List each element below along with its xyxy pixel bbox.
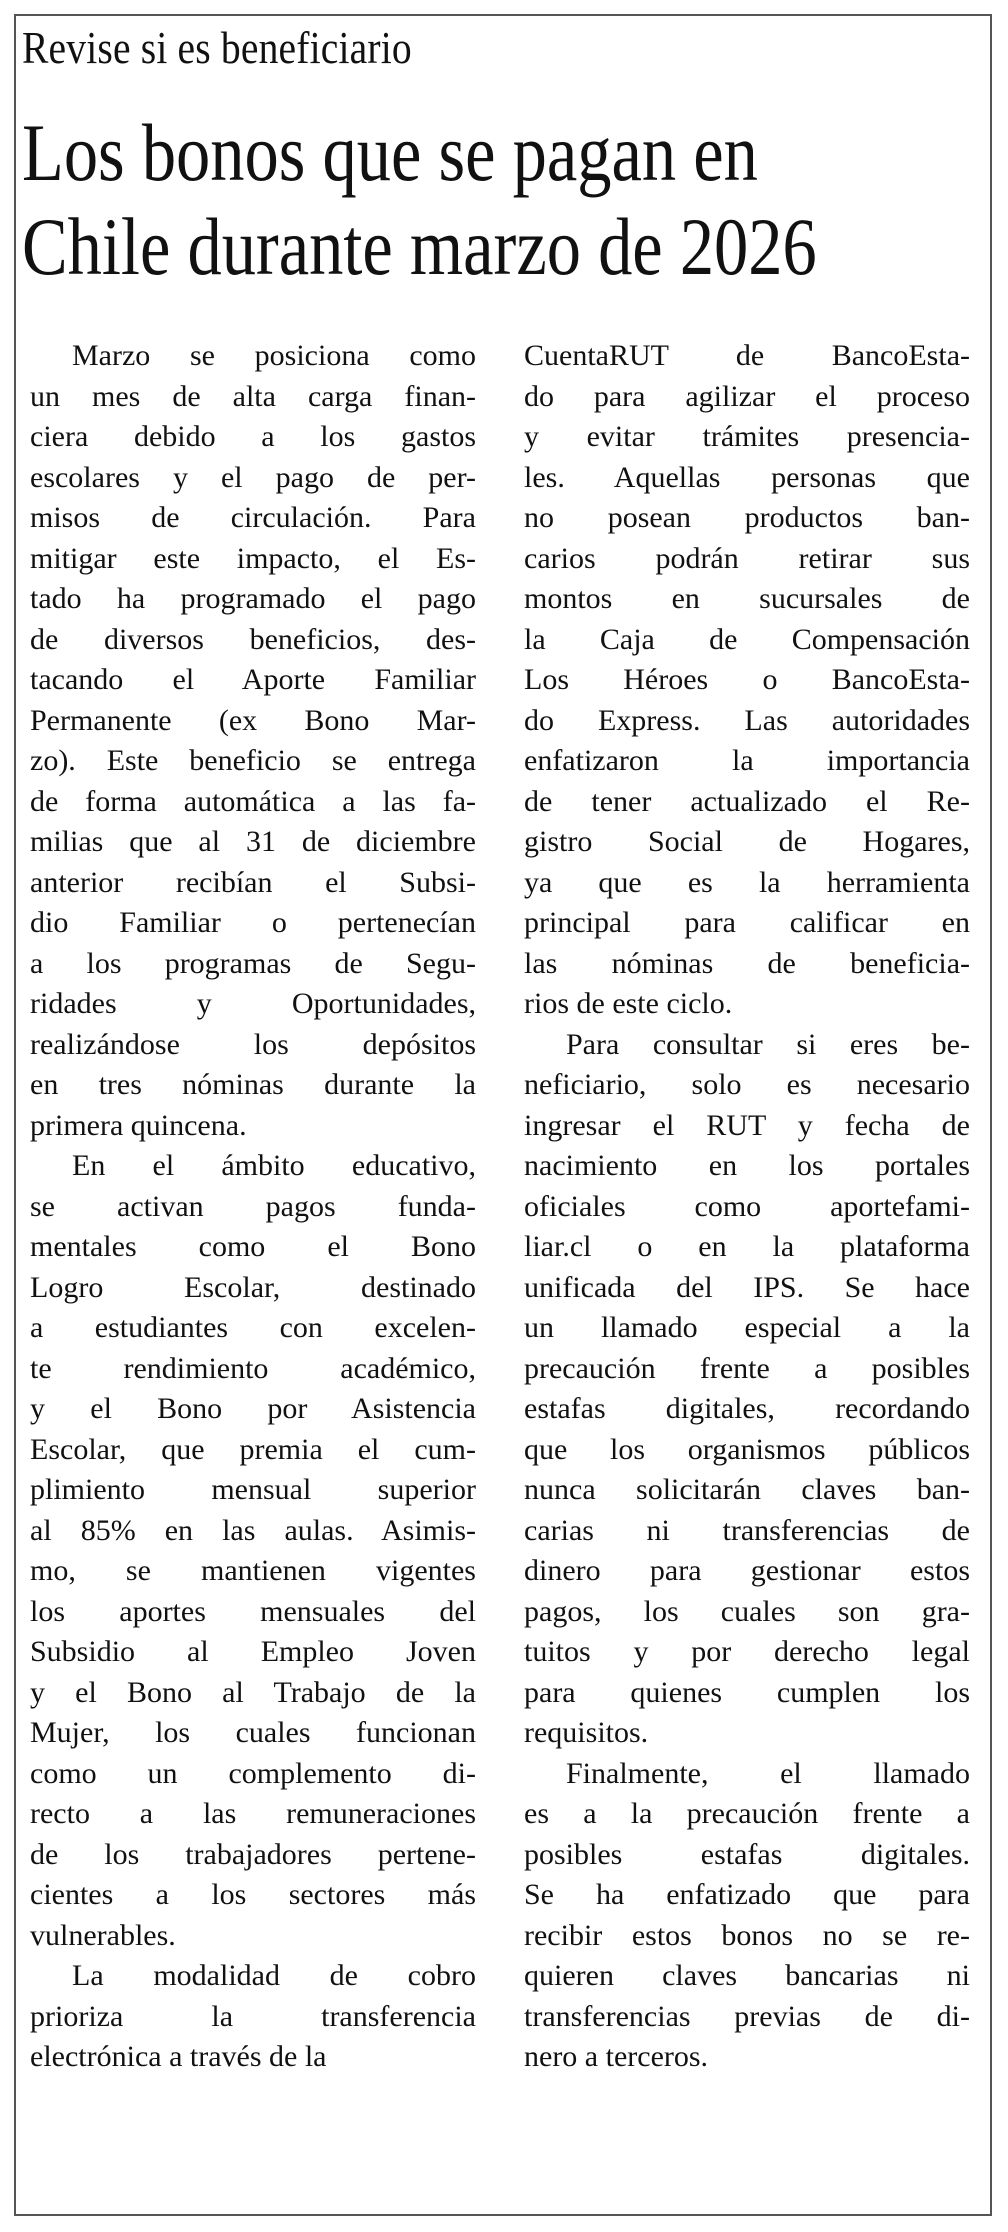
body-text-line: ya que es la herramienta [524,865,970,899]
body-text-line: neficiario, solo es necesario [524,1068,970,1101]
body-text-line: Se ha enfatizado que para [524,1878,970,1911]
body-text-line: de forma automática a las fa- [30,784,476,818]
body-text-line: mo, se mantienen vigentes [30,1554,476,1587]
body-text-line: ingresar el RUT y fecha de [524,1108,970,1142]
body-text-line: nacimiento en los portales [524,1149,970,1182]
body-text-line: realizándose los depósitos [30,1027,476,1061]
body-text-line: primera quincena. [30,1108,247,1142]
body-text-line: recto a las remuneraciones [30,1797,476,1830]
body-text-line: nero a terceros. [524,2040,709,2073]
body-text-line: de los trabajadores pertene- [30,1837,476,1871]
body-text-line: principal para calificar en [524,906,970,939]
body-text-line: precaución frente a posibles [524,1351,970,1385]
body-text-line: prioriza la transferencia [30,1999,476,2033]
body-text-line: dio Familiar o pertenecían [30,906,476,939]
body-column-left [30,336,476,2078]
body-text-line: Escolar, que premia el cum- [30,1432,476,1466]
body-text-line: quieren claves bancarias ni [524,1959,970,1992]
body-text-line: En el ámbito educativo, [72,1149,476,1182]
body-text-line: escolares y el pago de per- [30,460,476,494]
body-text-line: las nóminas de beneficia- [524,946,970,980]
body-text-line: que los organismos públicos [524,1432,970,1466]
body-text-line: mentales como el Bono [30,1230,476,1263]
body-text-line: anterior recibían el Subsi- [30,865,476,899]
body-text-line: milias que al 31 de diciembre [30,825,476,858]
body-text-line: pagos, los cuales son gra- [524,1594,970,1628]
body-column-right [524,336,970,2078]
article-headline [22,106,924,294]
body-text-line: vulnerables. [30,1918,176,1952]
body-text-line: de tener actualizado el Re- [524,784,970,818]
body-text-line: recibir estos bonos no se re- [524,1918,970,1952]
body-text-line: do Express. Las autoridades [524,703,970,737]
body-text-line: se activan pagos funda- [30,1189,476,1223]
body-text-line: y evitar trámites presencia- [524,420,970,453]
body-text-line: como un complemento di- [30,1756,476,1790]
body-text-line: La modalidad de cobro [72,1959,476,1992]
body-text-line: Permanente (ex Bono Mar- [30,703,476,737]
body-text-line: ridades y Oportunidades, [30,987,476,1020]
body-text-line: Marzo se posiciona como [72,339,476,372]
body-text-line: Para consultar si eres be- [566,1027,970,1061]
body-text-line: estafas digitales, recordando [524,1392,970,1425]
body-text-line: la Caja de Compensación [524,622,970,656]
body-text-line: enfatizaron la importancia [524,744,970,777]
body-text-line: Logro Escolar, destinado [30,1270,476,1304]
body-text-line: transferencias previas de di- [524,1999,970,2033]
body-text-line: do para agilizar el proceso [524,379,970,413]
body-text-line: a estudiantes con excelen- [30,1311,476,1344]
body-text-line: ciera debido a los gastos [30,420,476,453]
body-text-line: y el Bono por Asistencia [30,1392,476,1425]
body-text-line: gistro Social de Hogares, [524,825,970,858]
body-text-line: Finalmente, el llamado [566,1756,970,1790]
body-text-line: liar.cl o en la plataforma [524,1230,970,1263]
body-text-line: no posean productos ban- [524,501,970,534]
body-text-line: mitigar este impacto, el Es- [30,541,476,575]
body-text-line: carios podrán retirar sus [524,541,970,575]
body-text-line: tuitos y por derecho legal [524,1635,970,1668]
body-text-line: los aportes mensuales del [30,1594,476,1628]
body-text-line: posibles estafas digitales. [524,1837,970,1871]
body-text-line: Subsidio al Empleo Joven [30,1635,476,1668]
body-text-line: electrónica a través de la [30,2040,327,2073]
body-text-line: plimiento mensual superior [30,1473,476,1506]
body-text-line: unificada del IPS. Se hace [524,1270,970,1304]
body-text-line: carias ni transferencias de [524,1513,970,1547]
body-text-line: zo). Este beneficio se entrega [30,744,476,777]
body-text-line: cientes a los sectores más [30,1878,476,1911]
body-text-line: oficiales como aportefami- [524,1189,970,1223]
body-text-line: tacando el Aporte Familiar [30,663,476,696]
headline-line: Los bonos que se pagan en [22,107,758,198]
body-text-line: un llamado especial a la [524,1311,970,1344]
body-text-line: a los programas de Segu- [30,946,476,980]
body-text-line: les. Aquellas personas que [524,460,970,494]
body-text-line: y el Bono al Trabajo de la [30,1675,476,1709]
headline-line: Chile durante marzo de 2026 [22,201,817,292]
body-text-line: montos en sucursales de [524,582,970,615]
body-text-line: en tres nóminas durante la [30,1068,476,1101]
body-text-line: tado ha programado el pago [30,582,476,615]
body-text-line: un mes de alta carga finan- [30,379,476,413]
body-text-line: requisitos. [524,1716,649,1749]
body-text-line: al 85% en las aulas. Asimis- [30,1513,476,1547]
body-text-line: misos de circulación. Para [30,501,476,534]
body-text-line: dinero para gestionar estos [524,1554,970,1587]
body-text-line: nunca solicitarán claves ban- [524,1473,970,1506]
article-kicker: Revise si es beneficiario [22,22,412,73]
body-text-line: rios de este ciclo. [524,987,733,1020]
body-text-line: para quienes cumplen los [524,1675,970,1709]
body-text-line: de diversos beneficios, des- [30,622,476,656]
body-text-line: CuentaRUT de BancoEsta- [524,339,970,372]
body-text-line: Mujer, los cuales funcionan [30,1716,476,1749]
body-text-line: Los Héroes o BancoEsta- [524,663,970,696]
body-text-line: te rendimiento académico, [30,1351,476,1385]
body-text-line: es a la precaución frente a [524,1797,970,1830]
